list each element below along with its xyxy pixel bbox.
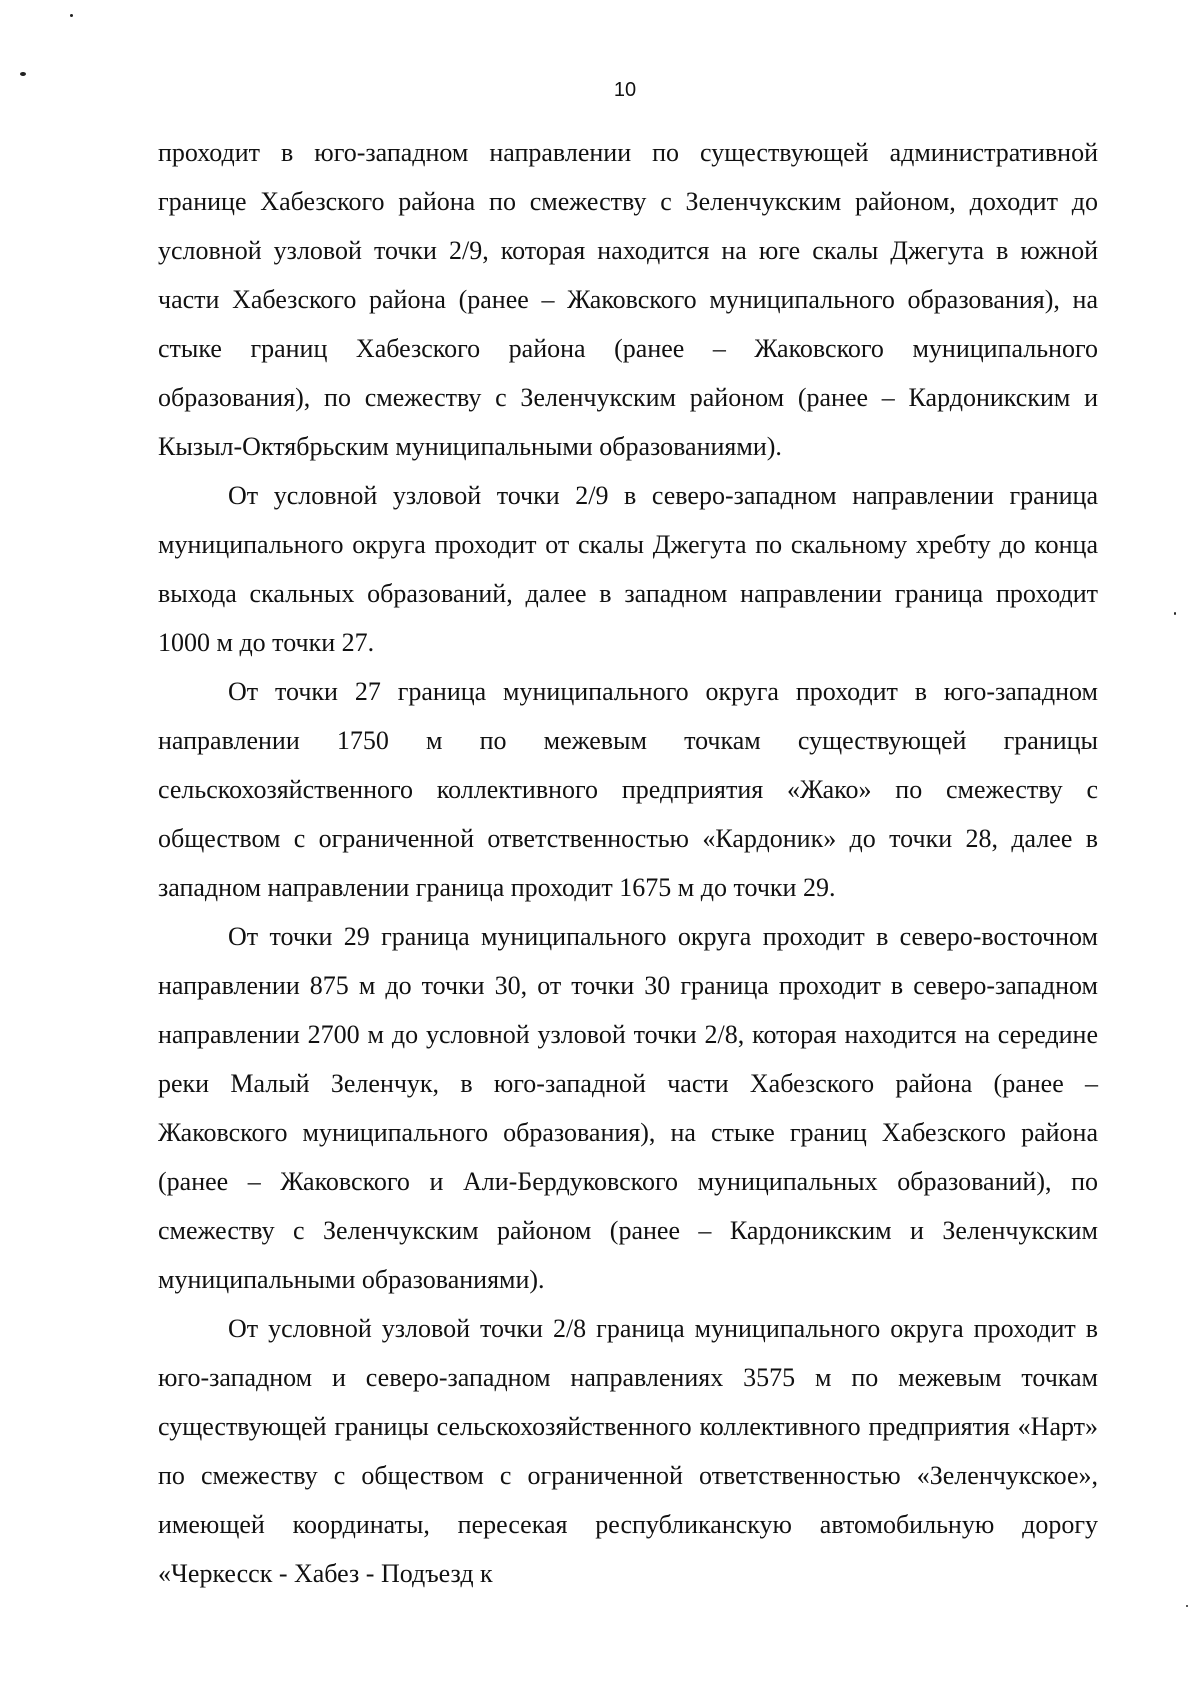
paragraph: проходит в юго-западном направлении по существующей административной границе Хабезского района по смежеству с Зеленчукским районом, доходит до условной узловой точки 2/9, которая находится на юге скалы Джегута в южной части Хабезского района (ранее – Жаковского муниципального образования), на стыке границ Хабезского района (ранее – Жаковского муниципального образования), по смежеству с Зеленчукским районом (ранее – Кардоникским и Кызыл-Октябрьским муниципальными образованиями). [158,138,1098,461]
document-body [158,128,1098,1598]
paragraph: От условной узловой точки 2/8 граница муниципального округа проходит в юго-западном и северо-западном направлениях 3575 м по межевым точкам существующей границы сельскохозяйственного коллективного предприятия «Нарт» по смежеству с обществом с ограниченной ответственностью «Зеленчукское», имеющей координаты, пересекая республиканскую автомобильную дорогу «Черкесск - Хабез - Подъезд к [158,1314,1098,1588]
paragraph: От точки 29 граница муниципального округа проходит в северо-восточном направлении 875 м до точки 30, от точки 30 граница проходит в северо-западном направлении 2700 м до условной узловой точки 2/8, которая находится на середине реки Малый Зеленчук, в юго-западной части Хабезского района (ранее – Жаковского муниципального образования), на стыке границ Хабезского района (ранее – Жаковского и Али-Бердуковского муниципальных образований), по смежеству с Зеленчукским районом (ранее – Кардоникским и Зеленчукским муниципальными образованиями). [158,922,1098,1294]
page-number: 10 [613,79,637,101]
scan-speck [1174,612,1176,615]
scan-speck [70,14,73,17]
paragraph: От условной узловой точки 2/9 в северо-западном направлении граница муниципального округа проходит от скалы Джегута по скальному хребту до конца выхода скальных образований, далее в западном направлении граница проходит 1000 м до точки 27. [158,481,1098,657]
scan-speck [20,72,26,76]
scan-speck [1186,1605,1188,1607]
paragraph: От точки 27 граница муниципального округа проходит в юго-западном направлении 1750 м по межевым точкам существующей границы сельскохозяйственного коллективного предприятия «Жако» по смежеству с обществом с ограниченной ответственностью «Кардоник» до точки 28, далее в западном направлении граница проходит 1675 м до точки 29. [158,677,1098,902]
